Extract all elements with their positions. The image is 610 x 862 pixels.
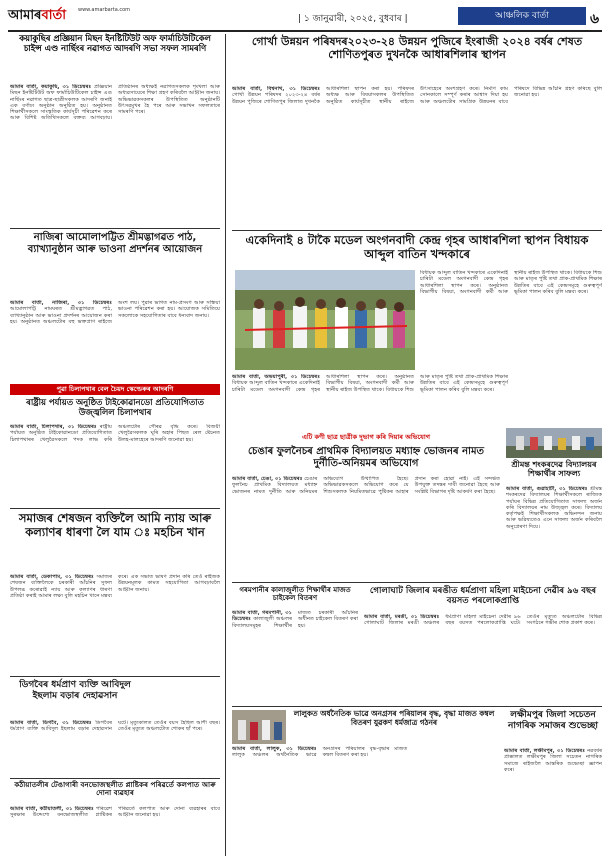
byline: আমাৰ বাৰ্তা, বিশ্বনাথ, ৩১ ডিচেম্বৰঃ: [232, 86, 320, 92]
byline: আমাৰ বাৰ্তা, অভয়াপুৰী, ৩১ ডিচেম্বৰঃ: [232, 374, 320, 380]
byline: আমাৰ বাৰ্তা, গুৱাহাটী, ৩১ ডিচেম্বৰঃ: [506, 486, 588, 492]
headline: গোলাঘাট জিলাৰ মৰঙীত ধৰ্মপ্ৰাণা মহিলা মাইচেনা দেৱীৰ ৯৬ বছৰ বয়সত পৰলোকপ্ৰাপ্তি: [369, 586, 597, 607]
article-text: বিধায়ক আব্দুল বাতিন খন্দকাৰে একেদিনাই চাৰিটা মডেল অংগনবাদী কেন্দ্ৰ গৃহৰ আধাৰশিলা স্থাপন কৰে। অনুষ্ঠানত বিভাগীয় বিষয়া, অংগনবাদী কৰ্মী আৰু স্থানীয় ৰাইজ উপস্থিত থাকে। বিধায়কে শিশু আৰু মাতৃৰ পুষ্টি তথা প্ৰাক-প্ৰাথমিক শিক্ষাৰ উন্নতিৰ বাবে এই কেন্দ্ৰসমূহে গুৰুত্বপূৰ্ণ ভূমিকা পালন কৰিব বুলি মন্তব্য কৰে।: [420, 270, 602, 295]
byline: আমাৰ বাৰ্তা, গৰমপানী, ৩১ ডিচেম্বৰঃ: [232, 610, 292, 623]
issue-date: | ১ জানুৱাৰী, ২০২৫, বুধবাৰ |: [298, 14, 408, 24]
byline: আমাৰ বাৰ্তা, কয়াকুছি, ৩১ ডিচেম্বৰঃ: [10, 84, 92, 90]
article-text: ৰাষ্ট্ৰীয় পৰ্যায়ত অনুষ্ঠিত টাইকোৱানডো প্ৰতিযোগিতাত চিলাপথাৰৰ খেলুৱৈসকলে পদক লাভ কৰি অঞ্চলটোৰ গৌৰৱ বৃদ্ধি কৰে। বিজয়ী খেলুৱৈসকলক ঘূৰি অহাৰ পিছত ৰেল ষ্টেচনত উলহ-মালহেৰে আদৰণি জনোৱা হয়।: [10, 424, 220, 443]
photo-illustration: [235, 270, 415, 370]
article-text: প্ৰজ্ঞিয়ান মিছন ইনষ্টিটিউট অফ ফাৰ্মাচিউটিকেল চাইন্স এণ্ড নাৰ্ছিংৰ নৱাগত ছাত্ৰ-ছাত্ৰীসকলক আদৰণি জনাই এক বৰ্ণাঢ্য অনুষ্ঠান অনুষ্ঠিত হয়। অনুষ্ঠানত শিক্ষাৰ্থীসকলে সাংস্কৃতিক কাৰ্যসূচী পৰিৱেশন কৰে আৰু বিশিষ্ট অতিথিসকলে বক্তব্য আগবঢ়ায়। প্ৰতিষ্ঠানৰ অধ্যক্ষই নৱাগতসকলক শৃংখলা আৰু অধ্যৱসায়েৰে শিক্ষা গ্ৰহণ কৰিবলৈ আহ্বান জনায়। অভিভাৱকসকলৰ উপস্থিতিত অনুষ্ঠানটি উৎসৱমুখৰ হৈ পৰে আৰু সভাখন সফলতাৰে সামৰণি পৰে।: [10, 84, 220, 122]
headline: একেদিনাই ৪ টাকৈ মডেল অংগনবাদী কেন্দ্ৰ গৃহৰ আধাৰশিলা স্থাপন বিধায়ক আব্দুল বাতিন খন্দকাৰে: [245, 233, 589, 261]
story-laluk-body: [232, 746, 498, 856]
byline: আমাৰ বাৰ্তা, চিলাপথাৰ, ৩১ ডিচেম্বৰঃ: [10, 424, 97, 430]
story-golaghat: [364, 586, 602, 606]
article-text: শ্ৰীমন্ত শংকৰদেৱ বিদ্যালয়ৰ শিক্ষাৰ্থীসকলে ৰাজ্যিক পৰ্যায়ৰ বিভিন্ন প্ৰতিযোগিতাত সাফল্য অৰ্জন কৰি বিদ্যালয়ৰ নাম উজ্জ্বল কৰে। বিদ্যালয় কৰ্তৃপক্ষই শিক্ষাৰ্থীসকলক অভিনন্দন জনায় আৰু ভৱিষ্যতেও এনে সাফল্য অৰ্জন কৰিবলৈ অনুপ্ৰেৰণা দিয়ে।: [506, 486, 602, 530]
page-header: [8, 4, 602, 32]
article-text: নৱবৰ্ষৰ প্ৰাক্কালত লক্ষীমপুৰ জিলা সচেতন নাগৰিক সমাজে ৰাইজলৈ আন্তৰিক শুভেচ্ছা জ্ঞাপন কৰে।: [504, 748, 602, 773]
article-text: গোৰ্খা উন্নয়ন পৰিষদৰ ২০২৩-২৪ বৰ্ষৰ উন্নয়ন পুজিৰে শোণিতপুৰ জিলাত দুখনকৈ আধাৰশিলা স্থাপন কৰা হয়। পৰিষদৰ অধ্যক্ষ আৰু বিষয়াসকলৰ উপস্থিতিত অনুষ্ঠিত কাৰ্যসূচীত স্থানীয় ৰাইজে উৎসাহেৰে অংশগ্ৰহণ কৰে। নিৰ্মাণ কাম সোনকালে সম্পূৰ্ণ কৰাৰ আশ্বাস দিয়া হয় আৰু অঞ্চলটোৰ সামগ্ৰিক উন্নয়নৰ বাবে পৰিষদে বিভিন্ন আঁচনি গ্ৰহণ কৰিছে বুলি জনোৱা হয়।: [232, 86, 602, 105]
divider: [10, 676, 220, 677]
story-shankardev: [506, 460, 602, 479]
story-chenga-kicker: এটি কণী ছাত্ৰ ছাত্ৰীক দুভাগ কৰি দিয়াৰ অভিযোগ: [232, 432, 500, 443]
news-photo-blanket: [232, 710, 286, 744]
story-nazira-body: [10, 300, 220, 378]
story-garampani-body: [232, 610, 358, 702]
story-anganwadi: [232, 234, 602, 261]
story-digboi-body: [10, 720, 220, 774]
headline: নাজিৰা আমোলাপট্টিত শ্ৰীমদ্ভাগৱত পাঠ, ব্যাখ্যানুষ্ঠান আৰু ভাওনা প্ৰদৰ্শনৰ আয়োজন: [27, 232, 203, 255]
divider: [232, 706, 602, 707]
byline: আমাৰ বাৰ্তা, চেঙা, ৩১ ডিচেম্বৰঃ: [232, 476, 303, 482]
headline: লালুকত অৰ্ধনৈতিক ভাৱে অনগ্ৰসৰ পৰিয়ালৰ বৃদ্ধ, বৃদ্ধা মাজত কম্বল বিতৰণ যুৱকণ ধৰ্মজাত্ৰ গঠনৰ: [293, 709, 495, 727]
masthead-logo: [8, 6, 66, 27]
headline: কঠীয়াতলীৰ টেঙাগাৰী বনভোজস্থলীত প্লাষ্টিকৰ পৰিৱৰ্তে কলপাত আৰু দোনা ব্যৱহাৰ: [14, 780, 216, 798]
story-chilapathar-body: [10, 424, 220, 502]
story-laluk: [290, 710, 498, 727]
headline: শ্ৰীমন্ত শংকৰদেৱ বিদ্যালয়ৰ শিক্ষাৰ্থীৰ সাফল্য: [511, 460, 597, 479]
headline: ডিগবৈৰ ধৰ্মপ্ৰাণ ব্যক্তি আবিদুল ইছলাম বড়াৰ দেহাৱসান: [19, 680, 131, 701]
divider: [232, 582, 500, 583]
article-text: লালুক অঞ্চলৰ অৰ্থনৈতিক ভাৱে অনগ্ৰসৰ পৰিয়ালৰ বৃদ্ধ-বৃদ্ধাৰ মাজত কম্বল বিতৰণ কৰা হয়।: [232, 746, 408, 759]
header-small-text: www.amarbarta.com: [78, 7, 131, 13]
divider: [232, 230, 602, 231]
story-gorkha: [232, 36, 602, 62]
headline: কয়াকুছিৰ প্ৰজ্ঞিয়ান মিছন ইনষ্টিটিউট অফ ফাৰ্মাচিউটিকেল চাইন্স এণ্ড নাৰ্ছিংৰ নৱাগত আদৰণি সভা সফল সামৰণি: [19, 33, 211, 53]
article-text: কালাজুলী অঞ্চলৰ বিদ্যালয়সমূহৰ শিক্ষাৰ্থীৰ মাজত চৰকাৰী আঁচনিৰ অধীনত চাইকেল বিতৰণ কৰা হয়।: [232, 610, 358, 629]
logo-part-b: বাৰ্তা: [41, 8, 67, 23]
story-anganwadi-body: [232, 374, 602, 424]
story-kathiatali: [10, 781, 220, 798]
story-pragyan-body: [10, 84, 220, 224]
byline: আমাৰ বাৰ্তা, লালুক, ৩১ ডিচেম্বৰঃ: [232, 746, 317, 752]
news-photo-school: [506, 428, 602, 458]
story-kathiatali-body: [10, 806, 220, 856]
logo-part-a: আমাৰ: [8, 8, 42, 23]
article-text: চেঙাৰ ফুলনৈচ প্ৰাথমিক বিদ্যালয়ত মধ্যাহ্ন ভোজনৰ নামত দুৰ্নীতি আৰু অনিয়মৰ অভিযোগ উত্থাপিত হৈছে। অভিভাৱকসকলে অভিযোগ কৰে যে শিশুসকলক নিয়মিতভাৱে পুষ্টিকৰ আহাৰ প্ৰদান কৰা হোৱা নাই। এই সন্দৰ্ভত উপযুক্ত তদন্তৰ দাবী জনোৱা হৈছে আৰু সংশ্লিষ্ট বিভাগৰ দৃষ্টি আকৰ্ষণ কৰা হৈছে।: [232, 476, 500, 495]
story-nazira: [10, 232, 220, 256]
story-digboi: [10, 680, 140, 701]
byline: আমাৰ বাৰ্তা, মৰঙী, ৩১ ডিচেম্বৰঃ: [364, 614, 440, 620]
headline: লক্ষীমপুৰ জিলা সচেতন নাগৰিক সমাজৰ শুভেচ্ছা: [508, 710, 598, 731]
section-label: আঞ্চলিক বাৰ্তা: [458, 7, 586, 25]
divider: [10, 228, 220, 229]
story-golaghat-body: [364, 614, 602, 702]
story-chilapathar-kicker: পুৱা চিলাপথাৰ বেল চৈয়দ স্কেল্ডেৰুৰ আদৰণি: [10, 384, 220, 395]
headline: গৰমপানীৰ কালাজুলীত শিক্ষাৰ্থীৰ মাজত চাইকেল বিতৰণ: [239, 586, 351, 603]
article-text: ডিগবৈৰ ধৰ্মপ্ৰাণ ব্যক্তি আবিদুল ইছলাম বড়াৰ দেহাৱসান ঘটে। মৃত্যুকালত তেওঁৰ বয়স হৈছিল আশী বছৰ। তেওঁৰ মৃত্যুত অঞ্চলটোত শোকৰ ছাঁ পৰে।: [10, 720, 220, 733]
page-number: ৬: [590, 11, 600, 27]
story-lakhimpur-body: [504, 748, 602, 856]
column-divider: [225, 34, 226, 856]
headline: গোৰ্খা উন্নয়ন পৰিষদৰ২০২৩-২৪ উন্নয়ন পুজিৰে ইংৰাজী ২০২৪ বৰ্ষৰ শেষত শোণিতপুৰত দুখনকৈ আধাৰশিলাৰ স্থাপন: [251, 35, 583, 61]
byline: আমাৰ বাৰ্তা, কঠীয়াতলী, ৩১ ডিচেম্বৰঃ: [10, 806, 94, 812]
story-anganwadi-body-right: [420, 270, 602, 370]
story-chenga-body: [232, 476, 500, 578]
byline: আমাৰ বাৰ্তা, নাজিৰা, ৩১ ডিচেম্বৰঃ: [10, 300, 112, 306]
article-text: সমাজৰ শেষজন ব্যক্তিলৈকে চৰকাৰী আঁচনিৰ সুফল উপলব্ধ কৰোৱাই ন্যায় আৰু কল্যাণৰ ধাৰণা প্ৰতিষ্ঠা কৰাই আমাৰ লক্ষ্য বুলি মহচিন খানে মন্তব্য কৰে। এক সভাত ভাষণ প্ৰদান কৰি তেওঁ ৰাইজক উন্নয়নমূলক কামত সহযোগিতা আগবঢ়াবলৈ আহ্বান জনায়।: [10, 574, 220, 599]
story-chilapathar: [10, 398, 220, 418]
headline: চেঙাৰ ফুলনৈচৰ প্ৰাথমিক বিদ্যালয়ত মধ্যাহ্ন ভোজনৰ নামত দুৰ্নীতি-অনিয়মৰ অভিযোগ: [247, 446, 484, 469]
headline: ৰাষ্ট্ৰীয় পৰ্যায়ত অনুষ্ঠিত টাইকোৱানডো প্ৰতিযোগিতাত উজ্জ্বলিল চিলাপথাৰ: [26, 397, 204, 417]
article-text: গোলাঘাট জিলাৰ মৰঙী অঞ্চলৰ ধৰ্মপ্ৰাণা মহিলা মাইচেনা দেৱীৰ ৯৬ বছৰ বয়সত পৰলোকপ্ৰাপ্তি ঘটে। তেওঁৰ মৃত্যুত অঞ্চলটোৰ বিভিন্ন সংগঠনে গভীৰ শোক প্ৰকাশ কৰে।: [364, 614, 602, 627]
story-lakhimpur: [504, 710, 602, 731]
story-gorkha-body: [232, 86, 602, 226]
headline: সমাজৰ শেষজন ব্যক্তিলৈ আমি ন্যায় আৰু কল্যাণৰ ধাৰণা লৈ যাম ঃ মহচিন খান: [18, 511, 212, 539]
article-text: বিধায়ক আব্দুল বাতিন খন্দকাৰে একেদিনাই চাৰিটা মডেল অংগনবাদী কেন্দ্ৰ গৃহৰ আধাৰশিলা স্থাপন কৰে। অনুষ্ঠানত বিভাগীয় বিষয়া, অংগনবাদী কৰ্মী আৰু স্থানীয় ৰাইজ উপস্থিত থাকে। বিধায়কে শিশু আৰু মাতৃৰ পুষ্টি তথা প্ৰাক-প্ৰাথমিক শিক্ষাৰ উন্নতিৰ বাবে এই কেন্দ্ৰসমূহে গুৰুত্বপূৰ্ণ ভূমিকা পালন কৰিব বুলি মন্তব্য কৰে।: [232, 374, 508, 393]
byline: আমাৰ বাৰ্তা, ডিগবৈ, ৩১ ডিচেম্বৰঃ: [10, 720, 92, 726]
story-mohchin: [10, 512, 220, 539]
byline: আমাৰ বাৰ্তা, লক্ষীমপুৰ, ৩১ ডিচেম্বৰঃ: [504, 748, 585, 754]
byline: আমাৰ বাৰ্তা, ডেকাপাম, ৩১ ডিচেম্বৰঃ: [10, 574, 94, 580]
story-pragyan: [10, 34, 220, 54]
story-mohchin-body: [10, 574, 220, 670]
article-text: পৰিৱেশ সুৰক্ষাৰ উদ্দেশ্যে বনভোজস্থলীত প্লাষ্টিকৰ পৰিৱৰ্তে কলপাত আৰু দোনা ব্যৱহাৰৰ বাবে আহ্বান জনোৱা হয়।: [10, 806, 220, 819]
article-text: আমোলাপট্টি নামঘৰত শ্ৰীমদ্ভাগৱত পাঠ, ব্যাখ্যানুষ্ঠান আৰু ভাওনা প্ৰদৰ্শনৰ আয়োজন কৰা হয়। অনুষ্ঠানত অঞ্চলটোৰ বহু ভক্তপ্ৰাণ ৰাইজে অংশ লয়। পুৱাৰ ভাগত নাম-প্ৰসংগ আৰু সন্ধিয়া ভাওনা পৰিৱেশন কৰা হয়। আয়োজক সমিতিয়ে সকলোকে সহযোগিতাৰ বাবে ধন্যবাদ জনায়।: [10, 300, 220, 325]
story-garampani: [232, 586, 358, 603]
news-photo-ribbon-cutting: [235, 270, 415, 370]
divider: [10, 778, 220, 779]
story-chenga: [232, 446, 500, 470]
divider: [10, 508, 220, 509]
